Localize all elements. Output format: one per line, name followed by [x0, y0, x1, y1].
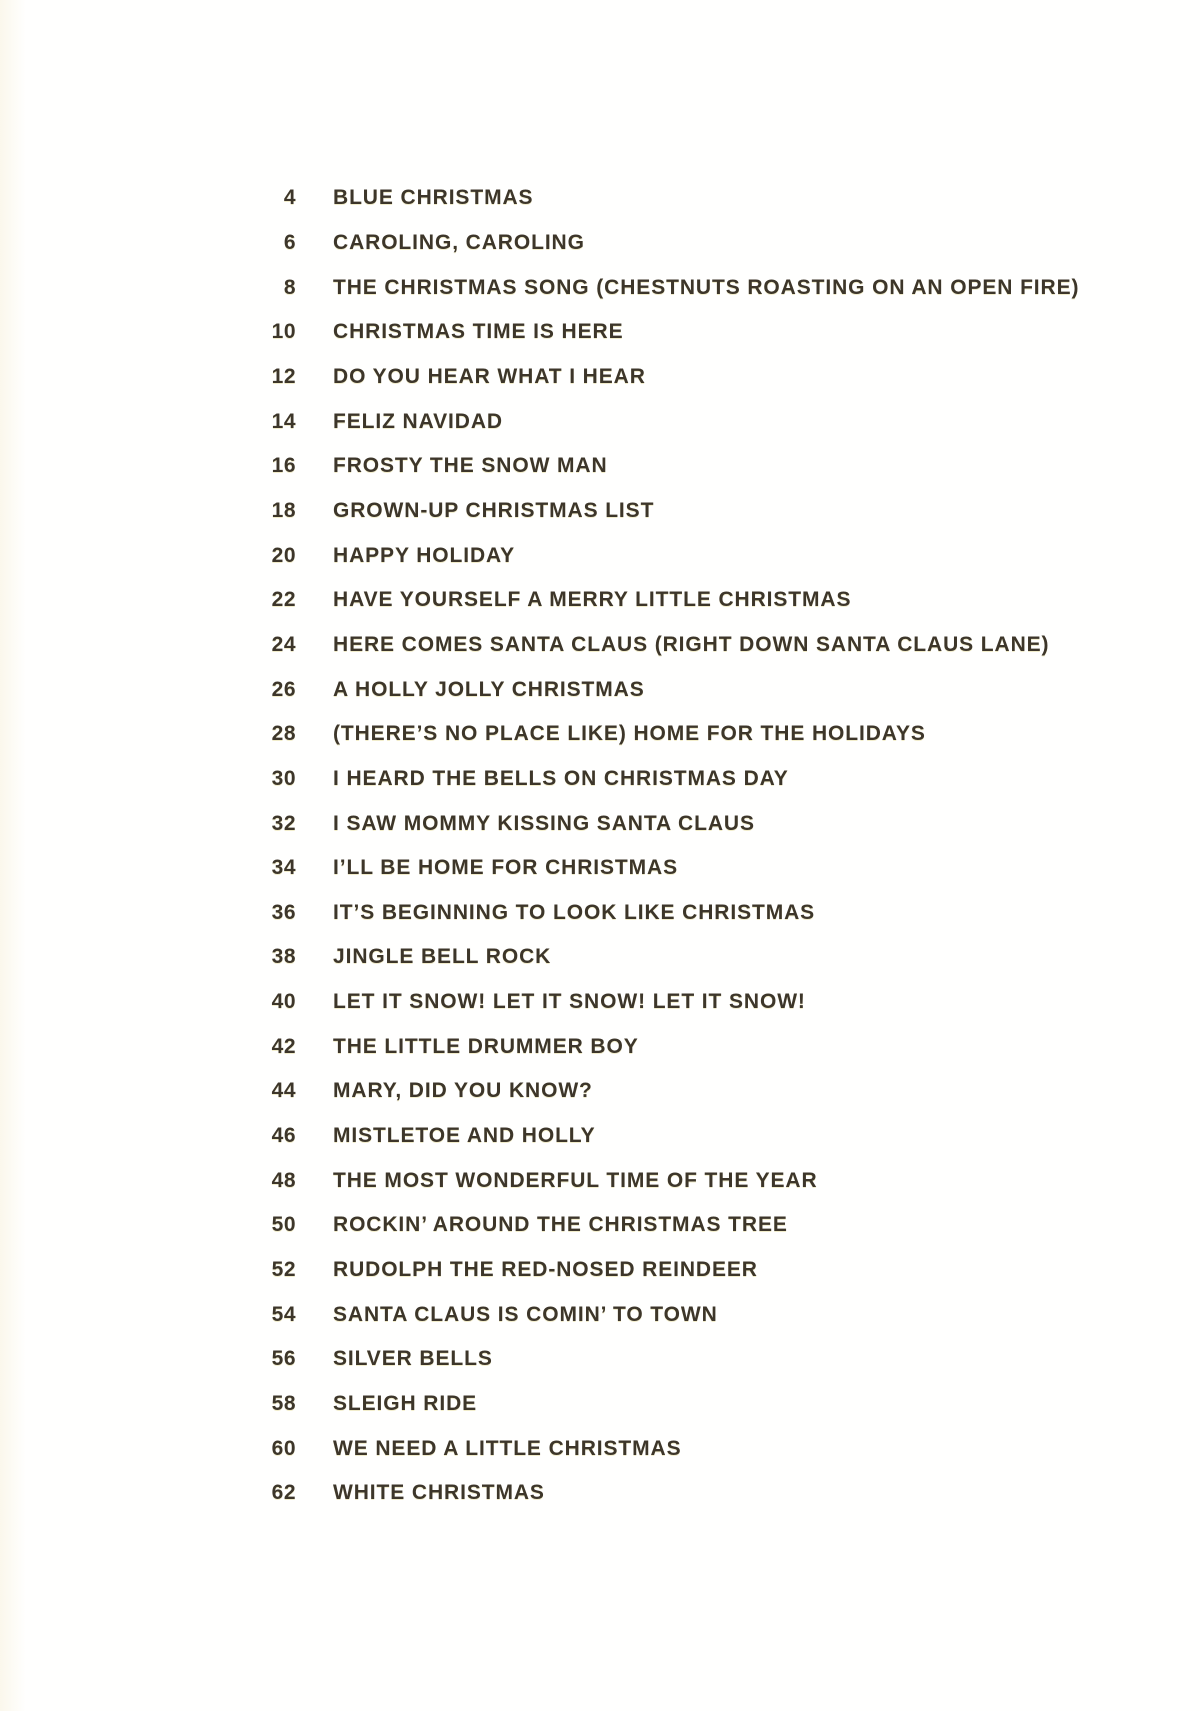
toc-page-number: 34 [271, 856, 296, 880]
toc-page-number: 58 [271, 1392, 296, 1416]
toc-song-title: RUDOLPH THE RED-NOSED REINDEER [333, 1258, 758, 1282]
toc-entry [0, 712, 1079, 757]
toc-page-number: 42 [271, 1034, 296, 1058]
toc-page-number: 24 [271, 632, 296, 656]
toc-song-title: JINGLE BELL ROCK [333, 945, 552, 969]
toc-song-title: WHITE CHRISTMAS [333, 1481, 545, 1505]
toc-page-number: 36 [271, 900, 296, 924]
toc-entry [0, 1114, 1079, 1159]
toc-entry [0, 1337, 1079, 1382]
toc-entry [0, 399, 1079, 444]
toc-song-title: THE LITTLE DRUMMER BOY [333, 1034, 639, 1058]
toc-entry [0, 1069, 1079, 1114]
toc-page-number: 14 [271, 409, 296, 433]
toc-song-title: FROSTY THE SNOW MAN [333, 454, 608, 478]
toc-page-number: 52 [271, 1258, 296, 1282]
toc-entry [0, 667, 1079, 712]
toc-song-title: BLUE CHRISTMAS [333, 186, 534, 210]
toc-song-title: IT’S BEGINNING TO LOOK LIKE CHRISTMAS [333, 900, 816, 924]
toc-entry [0, 623, 1079, 668]
toc-page-number: 6 [283, 230, 296, 254]
toc-song-title: ROCKIN’ AROUND THE CHRISTMAS TREE [333, 1213, 788, 1237]
toc-song-title: SILVER BELLS [333, 1347, 493, 1371]
toc-page-number: 44 [271, 1079, 296, 1103]
toc-page-number: 26 [271, 677, 296, 701]
toc-song-title: A HOLLY JOLLY CHRISTMAS [333, 677, 645, 701]
toc-song-title: FELIZ NAVIDAD [333, 409, 503, 433]
toc-entry [0, 310, 1079, 355]
toc-list [0, 176, 1079, 1516]
toc-entry [0, 980, 1079, 1025]
toc-song-title: GROWN-UP CHRISTMAS LIST [333, 498, 655, 522]
toc-song-title: I HEARD THE BELLS ON CHRISTMAS DAY [333, 766, 789, 790]
toc-entry [0, 265, 1079, 310]
toc-entry [0, 891, 1079, 936]
toc-entry [0, 1426, 1079, 1471]
toc-entry [0, 757, 1079, 802]
toc-song-title: LET IT SNOW! LET IT SNOW! LET IT SNOW! [333, 990, 806, 1014]
toc-entry [0, 1292, 1079, 1337]
toc-song-title: HAVE YOURSELF A MERRY LITTLE CHRISTMAS [333, 588, 852, 612]
toc-page-number: 10 [271, 320, 296, 344]
toc-page-number: 62 [271, 1481, 296, 1505]
toc-page-number: 32 [271, 811, 296, 835]
toc-song-title: (THERE’S NO PLACE LIKE) HOME FOR THE HOLIDAYS [333, 722, 926, 746]
toc-page-number: 46 [271, 1124, 296, 1148]
toc-page-number: 38 [271, 945, 296, 969]
toc-entry [0, 801, 1079, 846]
toc-song-title: CHRISTMAS TIME IS HERE [333, 320, 624, 344]
toc-page-number: 4 [283, 186, 296, 210]
toc-page-number: 40 [271, 990, 296, 1014]
toc-entry [0, 355, 1079, 400]
toc-entry [0, 1248, 1079, 1293]
toc-page-number: 16 [271, 454, 296, 478]
toc-entry [0, 221, 1079, 266]
toc-song-title: SANTA CLAUS IS COMIN’ TO TOWN [333, 1302, 718, 1326]
toc-entry [0, 1158, 1079, 1203]
toc-page-number: 30 [271, 766, 296, 790]
toc-song-title: HAPPY HOLIDAY [333, 543, 516, 567]
toc-page-number: 22 [271, 588, 296, 612]
toc-song-title: THE MOST WONDERFUL TIME OF THE YEAR [333, 1168, 818, 1192]
toc-page-number: 48 [271, 1168, 296, 1192]
toc-song-title: THE CHRISTMAS SONG (CHESTNUTS ROASTING ON AN OPEN FIRE) [333, 275, 1080, 299]
toc-entry [0, 444, 1079, 489]
toc-entry [0, 176, 1079, 221]
toc-entry [0, 533, 1079, 578]
toc-song-title: I SAW MOMMY KISSING SANTA CLAUS [333, 811, 755, 835]
toc-entry [0, 1471, 1079, 1516]
toc-song-title: CAROLING, CAROLING [333, 230, 585, 254]
toc-entry [0, 1203, 1079, 1248]
toc-song-title: WE NEED A LITTLE CHRISTMAS [333, 1436, 682, 1460]
toc-entry [0, 846, 1079, 891]
toc-song-title: I’LL BE HOME FOR CHRISTMAS [333, 856, 679, 880]
toc-page-number: 20 [271, 543, 296, 567]
toc-page-number: 60 [271, 1436, 296, 1460]
toc-page-number: 18 [271, 498, 296, 522]
toc-song-title: DO YOU HEAR WHAT I HEAR [333, 364, 646, 388]
toc-song-title: MARY, DID YOU KNOW? [333, 1079, 593, 1103]
toc-page-number: 56 [271, 1347, 296, 1371]
toc-song-title: MISTLETOE AND HOLLY [333, 1124, 596, 1148]
toc-page-number: 50 [271, 1213, 296, 1237]
toc-page-number: 54 [271, 1302, 296, 1326]
toc-song-title: SLEIGH RIDE [333, 1392, 478, 1416]
toc-page-number: 12 [271, 364, 296, 388]
toc-entry [0, 489, 1079, 534]
toc-entry [0, 1382, 1079, 1427]
toc-page-number: 8 [283, 275, 296, 299]
toc-entry [0, 578, 1079, 623]
toc-page-number: 28 [271, 722, 296, 746]
toc-entry [0, 1024, 1079, 1069]
toc-entry [0, 935, 1079, 980]
toc-song-title: HERE COMES SANTA CLAUS (RIGHT DOWN SANTA CLAUS LANE) [333, 632, 1050, 656]
